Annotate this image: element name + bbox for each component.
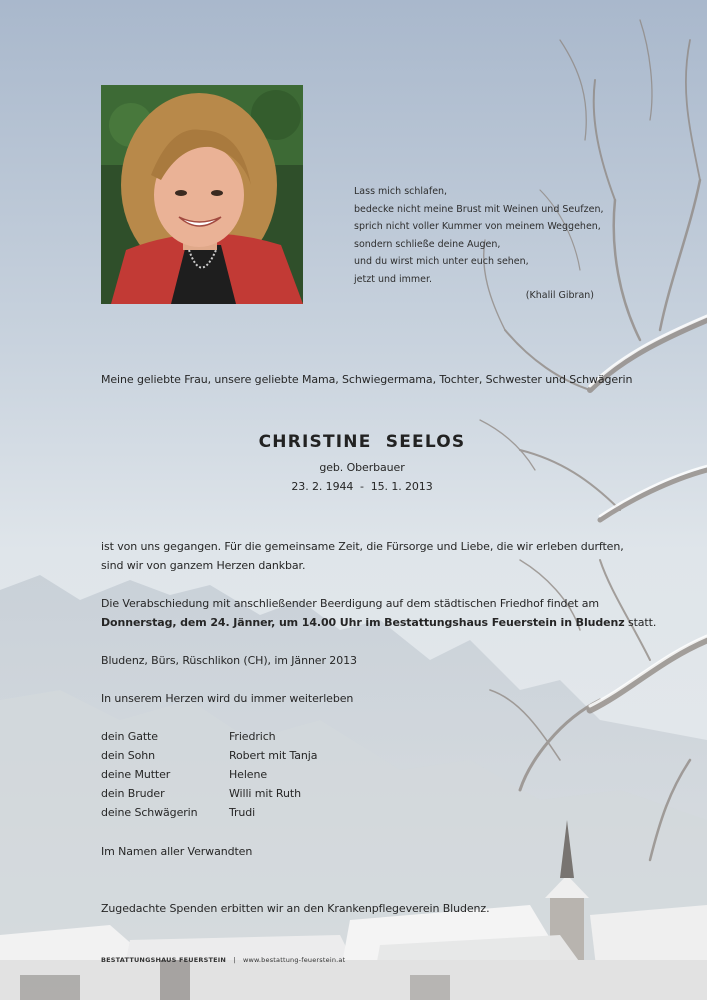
farewell-line: Die Verabschiedung mit anschließender Beerdigung auf dem städtischen Friedhof findet am	[101, 597, 599, 610]
life-dates: 23. 2. 1944 - 15. 1. 2013	[291, 480, 433, 493]
poem-line: jetzt und immer.	[354, 273, 433, 285]
farewell-end: statt.	[624, 616, 657, 629]
poem-line: sprich nicht voller Kummer von meinem Weggehen,	[354, 221, 601, 232]
poem-line: sondern schließe deine Augen,	[354, 238, 501, 250]
passed-line: ist von uns gegangen. Für die gemeinsame Zeit, die Fürsorge und Liebe, die wir erleben durften,	[101, 540, 624, 553]
family-row	[101, 803, 501, 822]
poem	[354, 183, 614, 288]
family-relation: dein Sohn	[101, 749, 156, 762]
footer-website-link[interactable]: www.bestattung-feuerstein.at	[242, 956, 346, 964]
farewell-date-location: Donnerstag, dem 24. Jänner, um 14.00 Uhr im Bestattungshaus Feuerstein in Bludenz	[101, 616, 625, 629]
poem-line: und du wirst mich unter euch sehen,	[354, 256, 529, 267]
family-relation: dein Bruder	[101, 787, 165, 800]
deceased-name: CHRISTINE SEELOS	[258, 432, 466, 452]
family-names: Friedrich	[229, 730, 276, 743]
intro-text: Meine geliebte Frau, unsere geliebte Mama, Schwiegermama, Tochter, Schwester und Schwägerin	[101, 373, 633, 386]
place-date: Bludenz, Bürs, Rüschlikon (CH), im Jänner 2013	[101, 654, 357, 667]
footer-separator: |	[233, 956, 236, 964]
family-names: Helene	[229, 768, 268, 781]
memory-line: In unserem Herzen wird du immer weiterleben	[101, 692, 354, 705]
family-row	[101, 746, 501, 765]
farewell-paragraph	[101, 594, 661, 632]
family-relation: deine Mutter	[101, 768, 171, 781]
family-relation: deine Schwägerin	[101, 806, 198, 819]
family-relation: dein Gatte	[101, 730, 158, 743]
passed-paragraph	[101, 537, 661, 575]
family-row	[101, 784, 501, 803]
family-row	[101, 727, 501, 746]
farewell-details	[101, 613, 661, 632]
family-row	[101, 765, 501, 784]
family-names: Willi mit Ruth	[229, 787, 301, 800]
closing-line: Im Namen aller Verwandten	[101, 845, 253, 858]
family-list	[101, 727, 501, 822]
poem-line: bedecke nicht meine Brust mit Weinen und Seufzen,	[354, 203, 604, 215]
family-names: Robert mit Tanja	[229, 749, 318, 762]
footer-company: BESTATTUNGSHAUS FEUERSTEIN	[101, 956, 226, 964]
birth-name: geb. Oberbauer	[319, 461, 405, 474]
portrait-photo	[101, 85, 303, 304]
passed-line: sind wir von ganzem Herzen dankbar.	[101, 559, 306, 572]
family-names: Trudi	[229, 806, 256, 819]
footer	[101, 956, 501, 964]
donations-line: Zugedachte Spenden erbitten wir an den Krankenpflegeverein Bludenz.	[101, 902, 490, 915]
poem-author: (Khalil Gibran)	[525, 290, 594, 301]
poem-line: Lass mich schlafen,	[354, 186, 448, 197]
portrait-illustration	[101, 85, 303, 304]
